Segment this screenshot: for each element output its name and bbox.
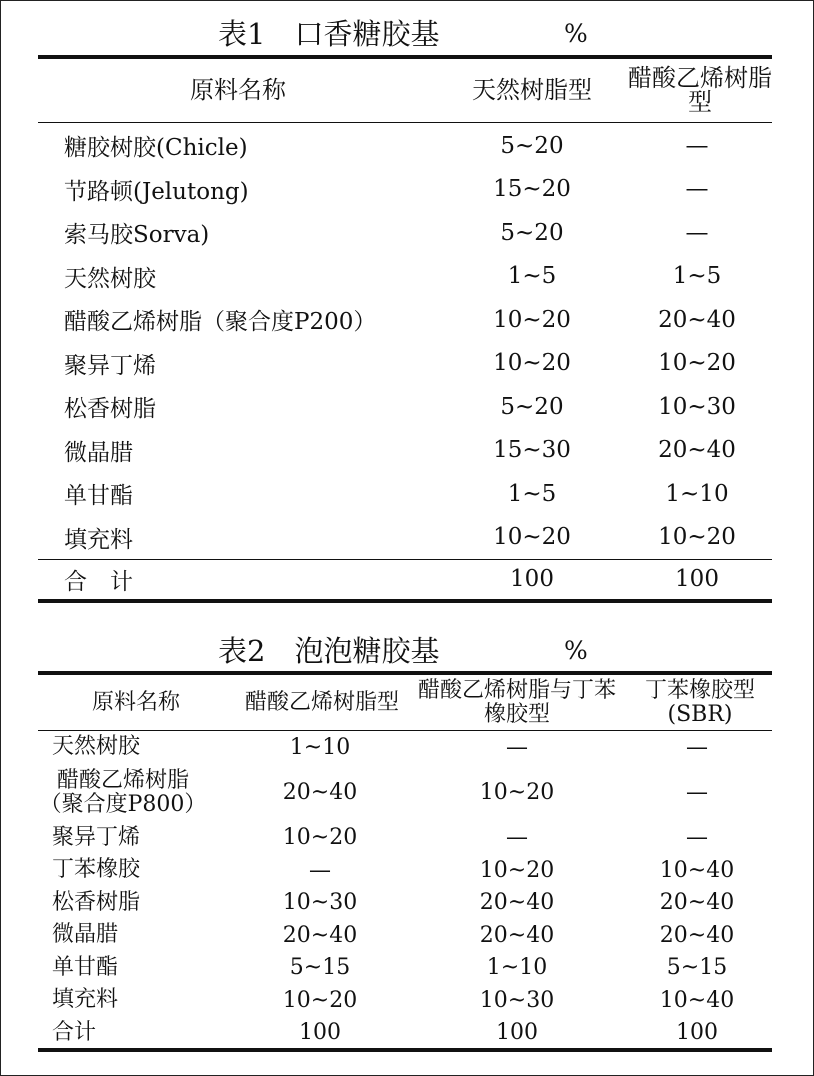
table1-bottom-rule bbox=[38, 599, 772, 603]
table2-cell-pva: 1~10 bbox=[289, 734, 351, 760]
table2-header-pva-sbr: 醋酸乙烯树脂与丁苯橡胶型 bbox=[417, 678, 616, 727]
table2-row bbox=[38, 731, 772, 764]
table1-header-name: 原料名称 bbox=[190, 76, 286, 104]
table1-row bbox=[38, 429, 772, 473]
table1-cell-pva: — bbox=[685, 132, 709, 159]
table2-cell-name: 单甘酯 bbox=[52, 954, 119, 980]
table2-cell-pva: 20~40 bbox=[282, 780, 358, 805]
table2-header-pva: 醋酸乙烯树脂型 bbox=[244, 690, 399, 715]
table2-cell-pva-sbr: — bbox=[506, 825, 528, 851]
table2-body bbox=[38, 731, 772, 1049]
table2-cell-pva-sbr: 10~30 bbox=[479, 987, 555, 1013]
table1-cell-pva: — bbox=[685, 176, 709, 203]
table1-cell-name: 填充料 bbox=[64, 526, 133, 553]
table1-cell-natural: 10~20 bbox=[493, 306, 571, 333]
table2-cell-pva-sbr: 1~10 bbox=[486, 955, 548, 981]
table2-cell-name: 天然树胶 bbox=[52, 734, 141, 760]
table1-cell-natural: 15~30 bbox=[493, 437, 571, 464]
table1-header-rule bbox=[38, 122, 772, 123]
table1-cell-pva: — bbox=[685, 219, 709, 246]
table1-cell-natural: 5~20 bbox=[500, 393, 564, 420]
table2-caption: 表2 泡泡糖胶基 bbox=[218, 634, 440, 668]
table2-cell-pva: 5~15 bbox=[289, 955, 351, 981]
table2-cell-pva: 20~40 bbox=[282, 922, 358, 948]
table1-header-pva: 醋酸乙烯树脂型 bbox=[628, 64, 772, 116]
table1-cell-pva: 10~30 bbox=[658, 393, 736, 420]
table1-row bbox=[38, 168, 772, 212]
table2-cell-pva: 10~20 bbox=[282, 825, 358, 851]
table1-row bbox=[38, 211, 772, 255]
table2-cell-name: 松香树脂 bbox=[52, 889, 141, 915]
table1-cell-name: 天然树胶 bbox=[64, 265, 156, 292]
table1-cell-pva: 1~10 bbox=[665, 480, 729, 507]
table2-cell-name: 合计 bbox=[52, 1019, 97, 1045]
table2-top-rule bbox=[38, 671, 772, 675]
table1-total-label: 合 计 bbox=[64, 568, 133, 595]
table2-row bbox=[38, 919, 772, 952]
table2-row bbox=[38, 984, 772, 1017]
table2-cell-sbr: 20~40 bbox=[659, 890, 735, 916]
table1-total-row bbox=[38, 560, 772, 598]
table2-cell-name: 醋酸乙烯树脂（聚合度P800） bbox=[39, 767, 207, 817]
table2-title bbox=[0, 631, 814, 671]
table2-cell-pva: 10~20 bbox=[282, 987, 358, 1013]
table1-cell-pva: 1~5 bbox=[672, 263, 722, 290]
table1-row bbox=[38, 516, 772, 560]
table1-cell-natural: 15~20 bbox=[493, 176, 571, 203]
table2-cell-sbr: — bbox=[686, 734, 708, 760]
table2-cell-pva-sbr: 100 bbox=[496, 1020, 538, 1046]
table2-cell-pva: — bbox=[309, 857, 331, 883]
table1-cell-name: 微晶腊 bbox=[64, 439, 133, 466]
table2-header-name: 原料名称 bbox=[91, 690, 180, 715]
table1-cell-natural: 1~5 bbox=[507, 263, 557, 290]
table1-cell-natural: 1~5 bbox=[507, 480, 557, 507]
table1-header-natural: 天然树脂型 bbox=[472, 76, 592, 104]
table2-cell-name: 填充料 bbox=[52, 987, 119, 1013]
table1-cell-natural: 10~20 bbox=[493, 350, 571, 377]
table2-cell-name: 微晶腊 bbox=[52, 922, 119, 948]
table2-cell-sbr: — bbox=[686, 825, 708, 851]
table2-cell-sbr: 10~40 bbox=[659, 857, 735, 883]
table1-cell-name: 聚异丁烯 bbox=[64, 352, 156, 379]
table1-total-natural: 100 bbox=[510, 566, 554, 592]
table1-cell-natural: 10~20 bbox=[493, 524, 571, 551]
table1-row bbox=[38, 472, 772, 516]
table1-cell-pva: 20~40 bbox=[658, 306, 736, 333]
table2-cell-sbr: — bbox=[686, 780, 708, 805]
table1-cell-natural: 5~20 bbox=[500, 219, 564, 246]
table1-cell-pva: 10~20 bbox=[658, 524, 736, 551]
table1-cell-natural: 5~20 bbox=[500, 132, 564, 159]
table1-cell-name: 醋酸乙烯树脂（聚合度P200） bbox=[64, 309, 377, 336]
table2-cell-name: 聚异丁烯 bbox=[52, 824, 141, 850]
table2-header bbox=[38, 676, 772, 730]
table1-cell-pva: 20~40 bbox=[658, 437, 736, 464]
table2-cell-pva: 100 bbox=[299, 1020, 341, 1046]
table2-cell-pva: 10~30 bbox=[282, 890, 358, 916]
table1-cell-name: 索马胶Sorva) bbox=[64, 222, 210, 249]
table2-row bbox=[38, 822, 772, 855]
table1-body bbox=[38, 124, 772, 559]
table2-bottom-rule bbox=[38, 1048, 772, 1052]
table2-header-sbr: 丁苯橡胶型(SBR) bbox=[644, 678, 755, 727]
table2-cell-name: 丁苯橡胶 bbox=[52, 857, 141, 883]
table1-cell-name: 松香树脂 bbox=[64, 396, 156, 423]
table1-row bbox=[38, 255, 772, 299]
table2-cell-pva-sbr: 10~20 bbox=[479, 857, 555, 883]
table1-caption: 表1 口香糖胶基 bbox=[218, 17, 440, 51]
table1-cell-name: 节路顿(Jelutong) bbox=[64, 178, 249, 205]
table1-unit: % bbox=[564, 19, 588, 48]
table2-cell-sbr: 20~40 bbox=[659, 922, 735, 948]
table1-row bbox=[38, 385, 772, 429]
table1-cell-pva: 10~20 bbox=[658, 350, 736, 377]
table1-cell-name: 单甘酯 bbox=[64, 483, 133, 510]
table2-unit: % bbox=[564, 636, 588, 665]
table2-row bbox=[38, 952, 772, 985]
table2-row bbox=[38, 854, 772, 887]
table1-total-pva: 100 bbox=[675, 566, 719, 592]
table1-row bbox=[38, 342, 772, 386]
table2-cell-pva-sbr: 20~40 bbox=[479, 890, 555, 916]
table1-row bbox=[38, 124, 772, 168]
table2-cell-sbr: 5~15 bbox=[666, 955, 728, 981]
table2-row bbox=[38, 887, 772, 920]
table2-cell-pva-sbr: 10~20 bbox=[479, 780, 555, 805]
table2-row bbox=[38, 764, 772, 822]
table2-cell-sbr: 10~40 bbox=[659, 987, 735, 1013]
table1-row bbox=[38, 298, 772, 342]
table2-row bbox=[38, 1017, 772, 1050]
table2-cell-sbr: 100 bbox=[676, 1020, 718, 1046]
table1-title bbox=[0, 14, 814, 54]
table1-header bbox=[38, 58, 772, 122]
table1-cell-name: 糖胶树胶(Chicle) bbox=[64, 135, 248, 162]
table2-cell-pva-sbr: 20~40 bbox=[479, 922, 555, 948]
table2-cell-pva-sbr: — bbox=[506, 734, 528, 760]
